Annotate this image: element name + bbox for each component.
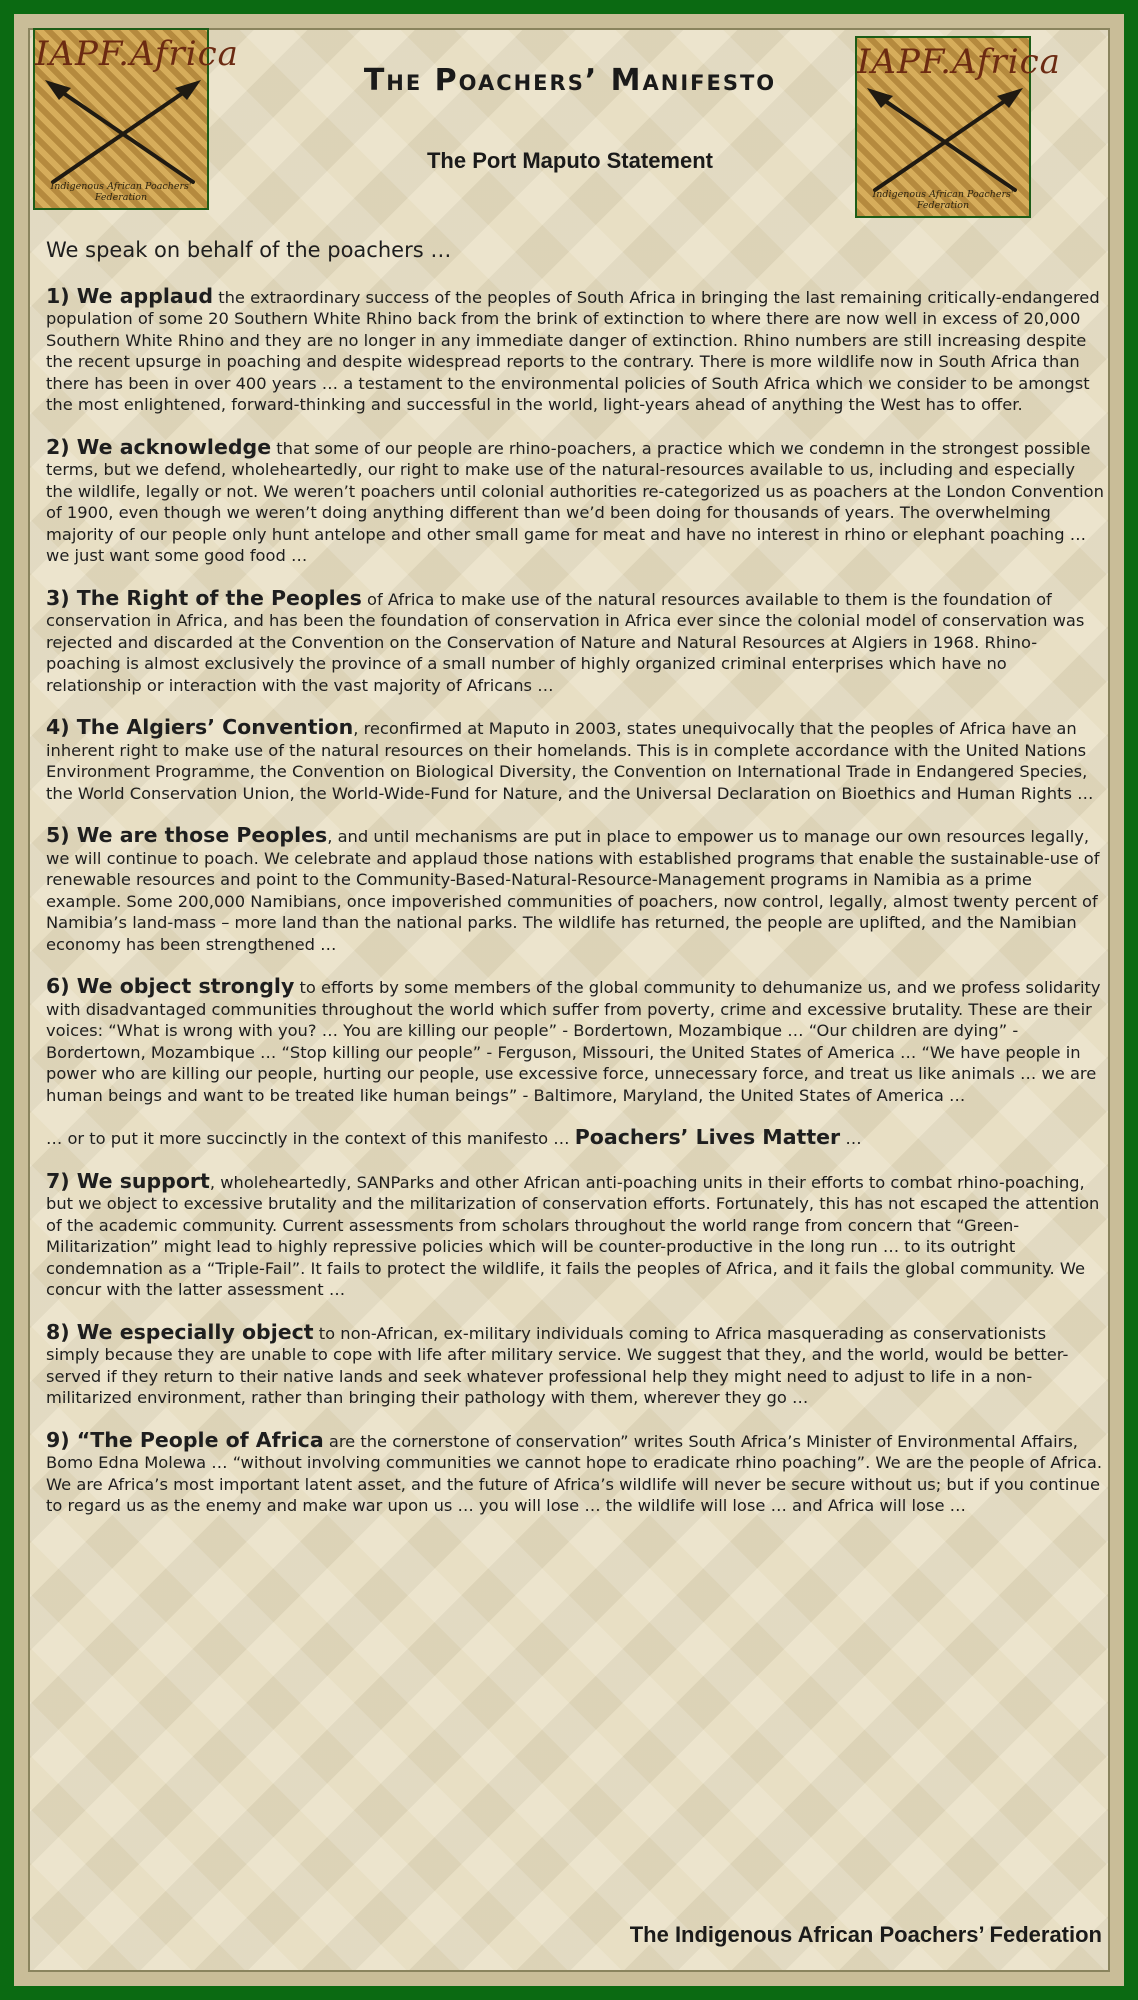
paragraph-6 (46, 976, 1104, 1106)
paragraph-lead: 1) We applaud (46, 283, 214, 308)
closing-post: … (840, 1129, 862, 1148)
lives-matter-line (46, 1127, 1104, 1150)
paragraph-lead: 4) The Algiers’ Convention (46, 715, 354, 739)
paragraph-lead: 9) “The People of Africa (46, 1427, 324, 1452)
paragraph-7 (46, 1168, 1104, 1301)
paragraph-lead: 2) We acknowledge (46, 434, 272, 459)
logo-title: IAPF.Africa (857, 42, 1061, 82)
crossed-spears-icon (863, 86, 1027, 196)
paragraph-text: the extraordinary success of the peoples of South Africa in bringing the last remaining critically-endangered population of some 20 Southern White Rhino back from the brink of extinction to where there are now well in excess of 20,000 Southern White Rhino and they are no longer in any immediate danger of extinction. Rhino numbers are still increasing despite the recent upsurge in poaching and despite widespread reports to the contrary. There is more wildlife now in South Africa than there has been in over 400 years … a testament to the environmental policies of South Africa which we consider to be amongst the most enlightened, forward-thinking and successful in the world, light-years ahead of anything the West has to offer. (46, 287, 1100, 414)
paragraph-lead: 3) The Right of the Peoples (46, 585, 362, 610)
signature: The Indigenous African Poachers’ Federation (629, 1922, 1102, 1947)
paragraph-1 (46, 283, 1104, 416)
paragraph-lead: 6) We object strongly (46, 974, 295, 998)
paragraph-text: to non-African, ex-military individuals coming to Africa masquerading as conservationists simply because they are unable to cope with life after military service. We suggest that they, and the world, would be better-served if they return to their native lands and seek whatever professional help they might need to adjust to life in a non-militarized environment, rather than bringing their pathology with them, wherever they go … (46, 1323, 1069, 1407)
paragraph-lead: 7) We support (46, 1168, 210, 1193)
paragraph-5 (46, 825, 1104, 955)
paragraph-lead: 5) We are those Peoples (46, 823, 328, 847)
paragraph-text: , wholeheartedly, SANParks and other African anti-poaching units in their efforts to combat rhino-poaching, but we object to excessive brutality and the militarization of conservation efforts. Fortunately, this has not escaped the attention of the academic community. Current assessments from scholars throughout the world range from concern that “Green-Militarization” might lead to highly repressive policies which will be counter-productive in the long run … to its outright condemnation as a “Triple-Fail”. It fails to protect the wildlife, it fails the peoples of Africa, and it fails the global community. We concur with the latter assessment … (46, 1172, 1100, 1299)
page-title: The Poachers’ Manifesto (363, 63, 777, 98)
closing-strong: Poachers’ Lives Matter (574, 1125, 841, 1149)
paragraph-4 (46, 717, 1104, 804)
intro-text: We speak on behalf of the poachers … (46, 238, 452, 262)
iapf-logo-left (33, 28, 239, 210)
logo-title: IAPF.Africa (35, 34, 239, 74)
paragraph-2 (46, 434, 1104, 567)
crossed-spears-icon (41, 78, 205, 188)
paragraph-text: that some of our people are rhino-poachers, a practice which we condemn in the strongest possible terms, but we defend, wholeheartedly, our right to make use of the natural-resources available to us, including and especially the wildlife, legally or not. We weren’t poachers until colonial authorities re-categorized us as poachers at the London Convention of 1900, even though we weren’t doing anything different than we’d been doing for thousands of years. The overwhelming majority of our people only hunt antelope and other small game for meat and have no interest in rhino or elephant poaching … we just want some good food … (46, 438, 1104, 565)
paragraph-text: are the cornerstone of conservation” writes South Africa’s Minister of Environmental Affairs, Bomo Edna Molewa … “without involving communities we cannot hope to eradicate rhino poaching”. We are the people of Africa. We are Africa’s most important latent asset, and the future of Africa’s wildlife will never be secure without us; but if you continue to regard us as the enemy and make war upon us … you will lose … the wildlife will lose … and Africa will lose … (46, 1431, 1103, 1515)
logo-subtitle: Indigenous African Poachers' Federation (872, 189, 1014, 211)
closing-pre: … or to put it more succinctly in the context of this manifesto … (46, 1129, 575, 1148)
manifesto-body (46, 240, 1104, 1538)
paragraph-3 (46, 585, 1104, 697)
paragraph-text: , and until mechanisms are put in place to empower us to manage our own resources legally, we will continue to poach. We celebrate and applaud those nations with established programs that enable the sustainable-use of renewable resources and point to the Community-Based-Natural-Resource-Management programs in Namibia as a prime example. Some 200,000 Namibians, once impoverished communities of poachers, now control, legally, almost twenty percent of Namibia’s land-mass – more land than the national parks. The wildlife has returned, the people are uplifted, and the Namibian economy has been strengthened … (46, 827, 1100, 954)
paragraph-9 (46, 1427, 1104, 1517)
paragraph-text: , reconfirmed at Maputo in 2003, states unequivocally that the peoples of Africa have an inherent right to make use of the natural resources on their homelands. This is in complete accordance with the United Nations Environment Programme, the Convention on Biological Diversity, the Convention on International Trade in Endangered Species, the World Conservation Union, the World-Wide-Fund for Nature, and the Universal Declaration on Bioethics and Human Rights … (46, 719, 1094, 803)
paragraph-text: to efforts by some members of the global community to dehumanize us, and we profess solidarity with disadvantaged communities throughout the world which suffer from poverty, crime and excessive brutality. These are their voices: “What is wrong with you? … You are killing our people” - Bordertown, Mozambique … “Our children are dying” - Bordertown, Mozambique … “Stop killing our people” - Ferguson, Missouri, the United States of America … “We have people in power who are killing our people, hurting our people, use excessive force, unnecessary force, and treat us like animals … we are human beings and want to be treated like human beings” - Baltimore, Maryland, the United States of America … (46, 978, 1101, 1105)
paragraph-text: of Africa to make use of the natural resources available to them is the foundation of conservation in Africa, and has been the foundation of conservation in Africa ever since the colonial model of conservation was rejected and discarded at the Convention on the Conservation of Nature and Natural Resources at Algiers in 1968. Rhino-poaching is almost exclusively the province of a small number of highly organized criminal enterprises which have no relationship or interaction with the vast majority of Africans … (46, 589, 1085, 695)
paragraph-lead: 8) We especially object (46, 1319, 314, 1344)
paragraph-8 (46, 1319, 1104, 1409)
logo-subtitle: Indigenous African Poachers' Federation (50, 181, 192, 203)
page-subtitle: The Port Maputo Statement (426, 148, 713, 173)
